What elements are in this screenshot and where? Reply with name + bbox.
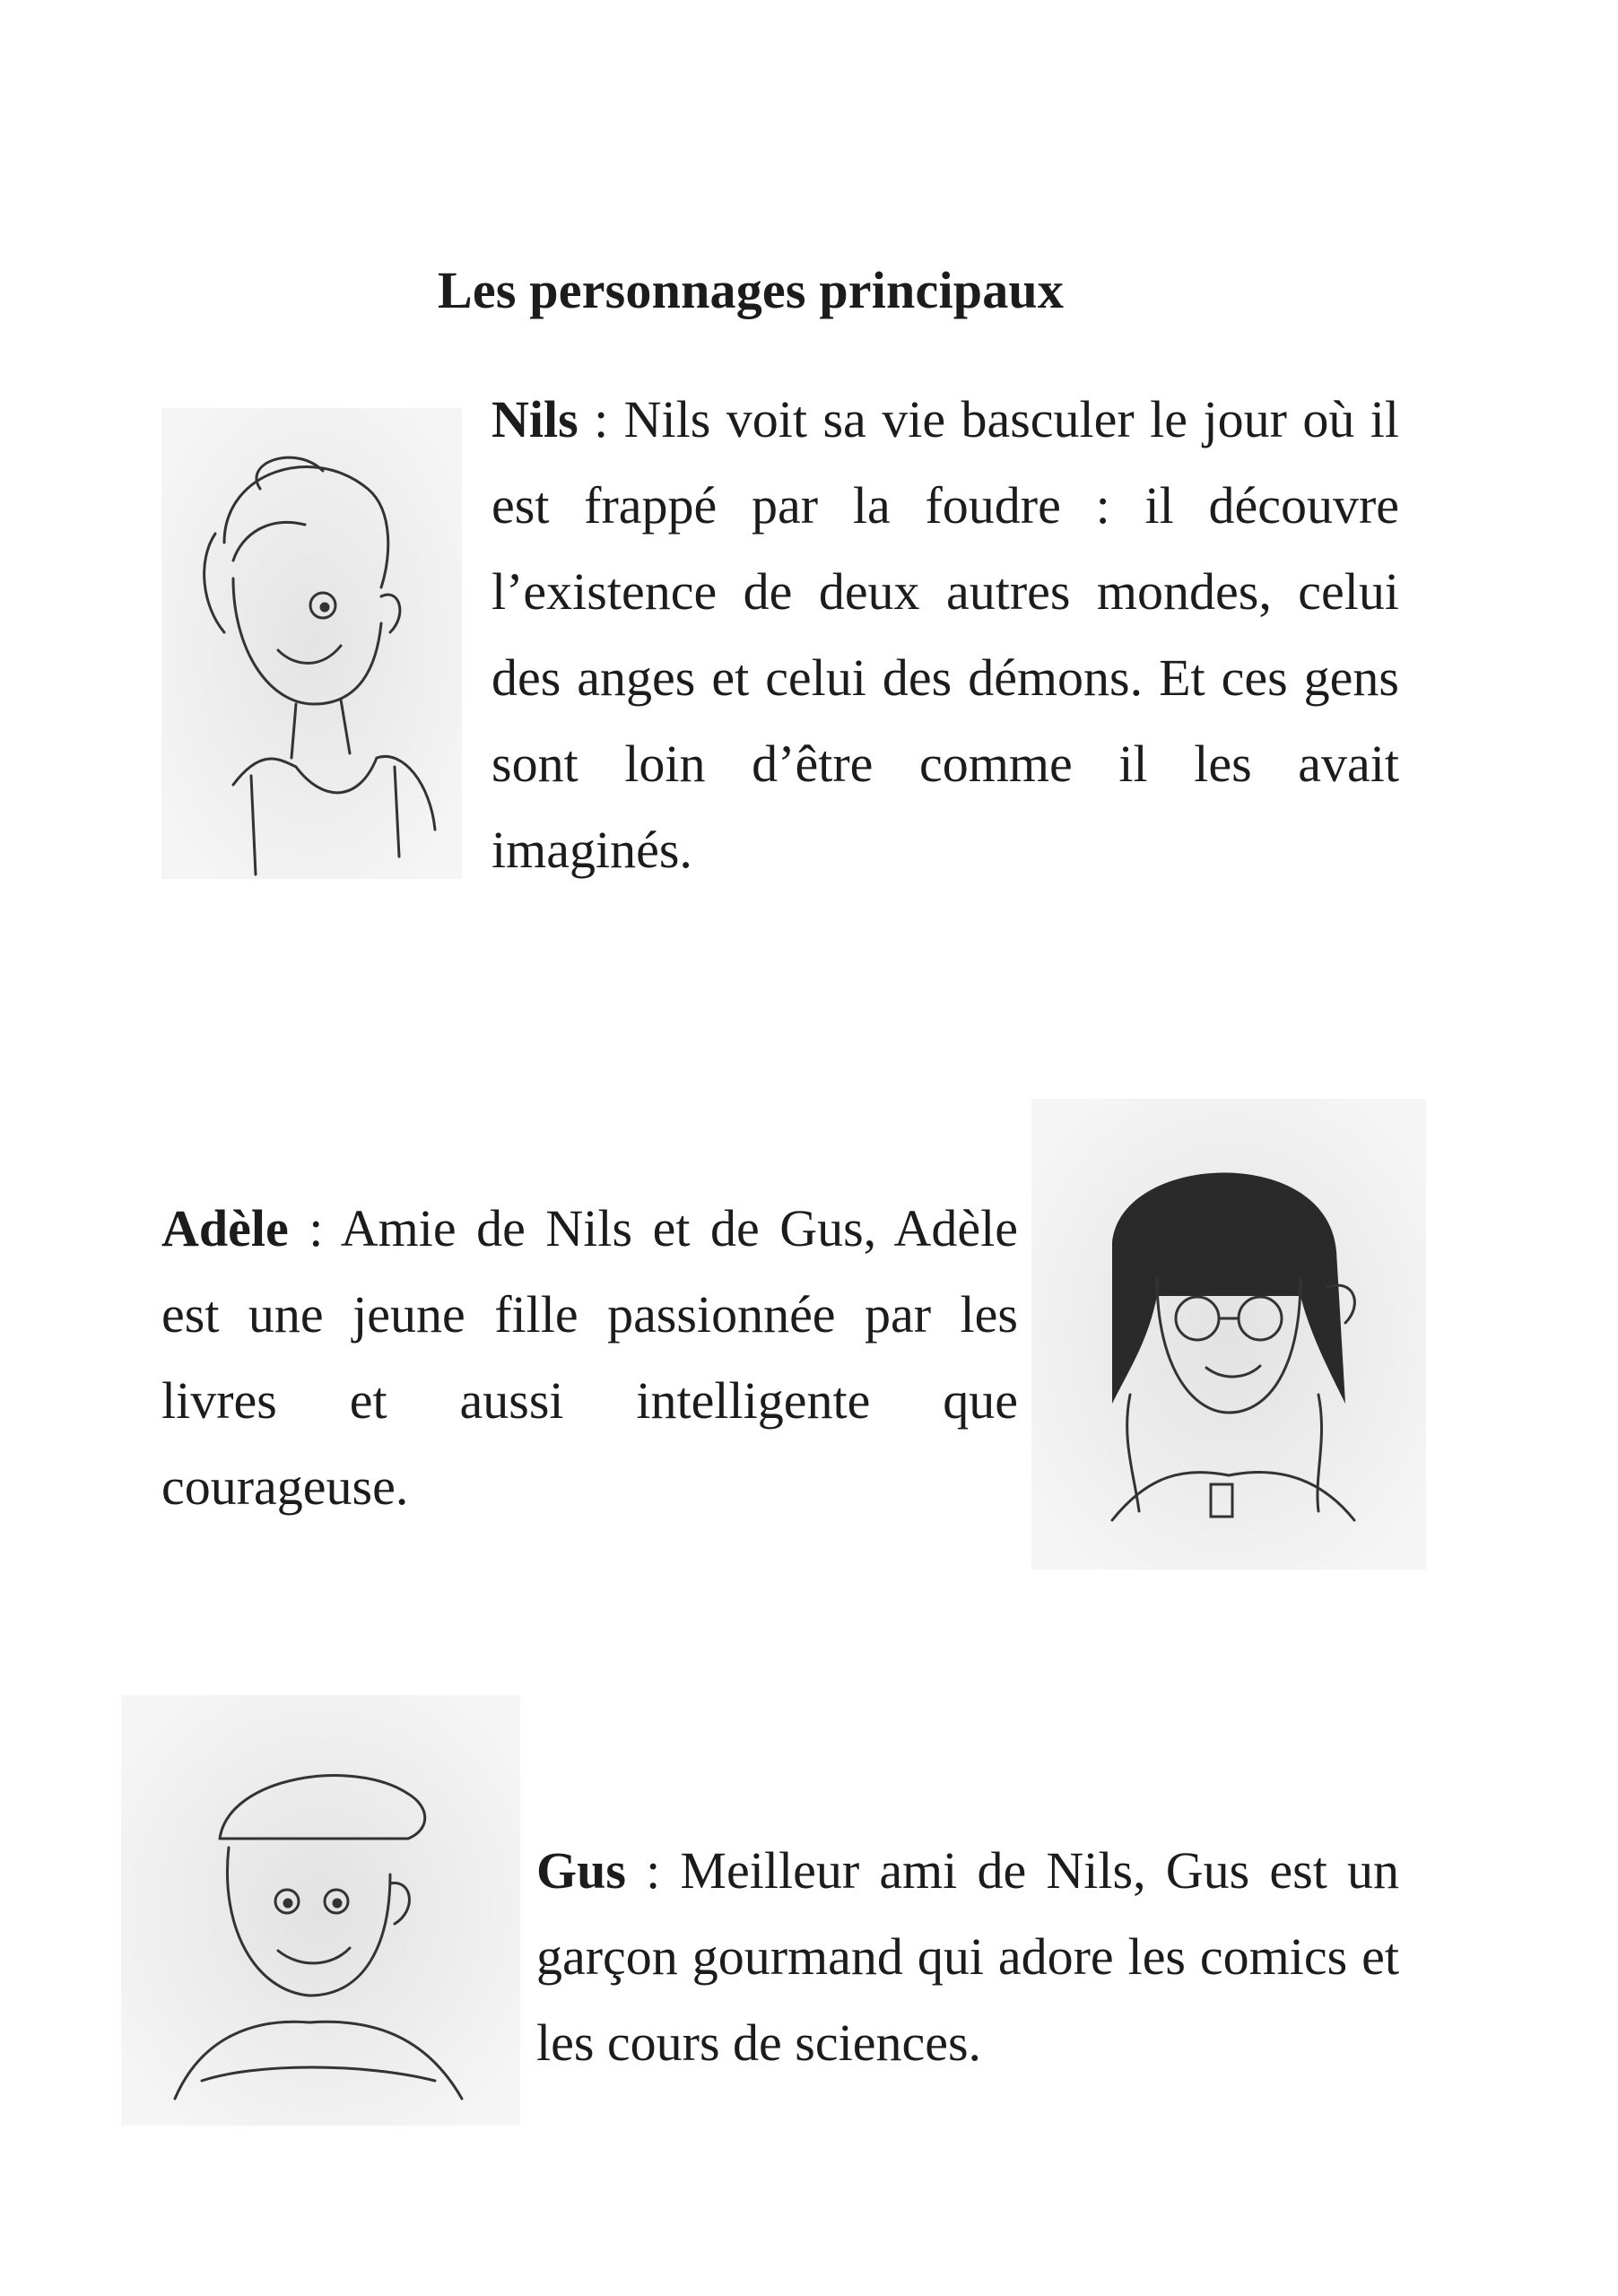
boy-with-cap-portrait-sketch-icon bbox=[121, 1695, 520, 2126]
gus-name: Gus bbox=[536, 1841, 626, 1900]
boy-portrait-sketch-icon bbox=[161, 408, 462, 879]
gus-portrait bbox=[121, 1695, 520, 2126]
adele-portrait bbox=[1031, 1099, 1426, 1570]
separator: : bbox=[288, 1199, 341, 1257]
separator: : bbox=[625, 1841, 681, 1900]
description-text: Amie de Nils et de Gus, Adèle est une jeune fille passionnée par les livres et aussi intelligente que courageuse. bbox=[161, 1199, 1018, 1516]
nils-portrait bbox=[161, 408, 462, 879]
adele-description bbox=[161, 1186, 1018, 1530]
page-title: Les personnages principaux bbox=[438, 261, 1065, 319]
adele-name: Adèle bbox=[161, 1199, 289, 1257]
girl-with-glasses-portrait-sketch-icon bbox=[1031, 1099, 1426, 1570]
nils-name: Nils bbox=[491, 390, 578, 448]
description-text: Nils voit sa vie basculer le jour où il est frappé par la foudre : il découvre l’existence de deux autres mondes, celui des anges et celui des démons. Et ces gens sont loin d’être comme il les avait imaginés. bbox=[491, 390, 1399, 879]
description-text: Meilleur ami de Nils, Gus est un garçon gourmand qui adore les comics et les cours de sciences. bbox=[536, 1841, 1399, 2072]
gus-description bbox=[536, 1828, 1399, 2086]
separator: : bbox=[578, 390, 624, 448]
nils-description bbox=[491, 377, 1399, 893]
